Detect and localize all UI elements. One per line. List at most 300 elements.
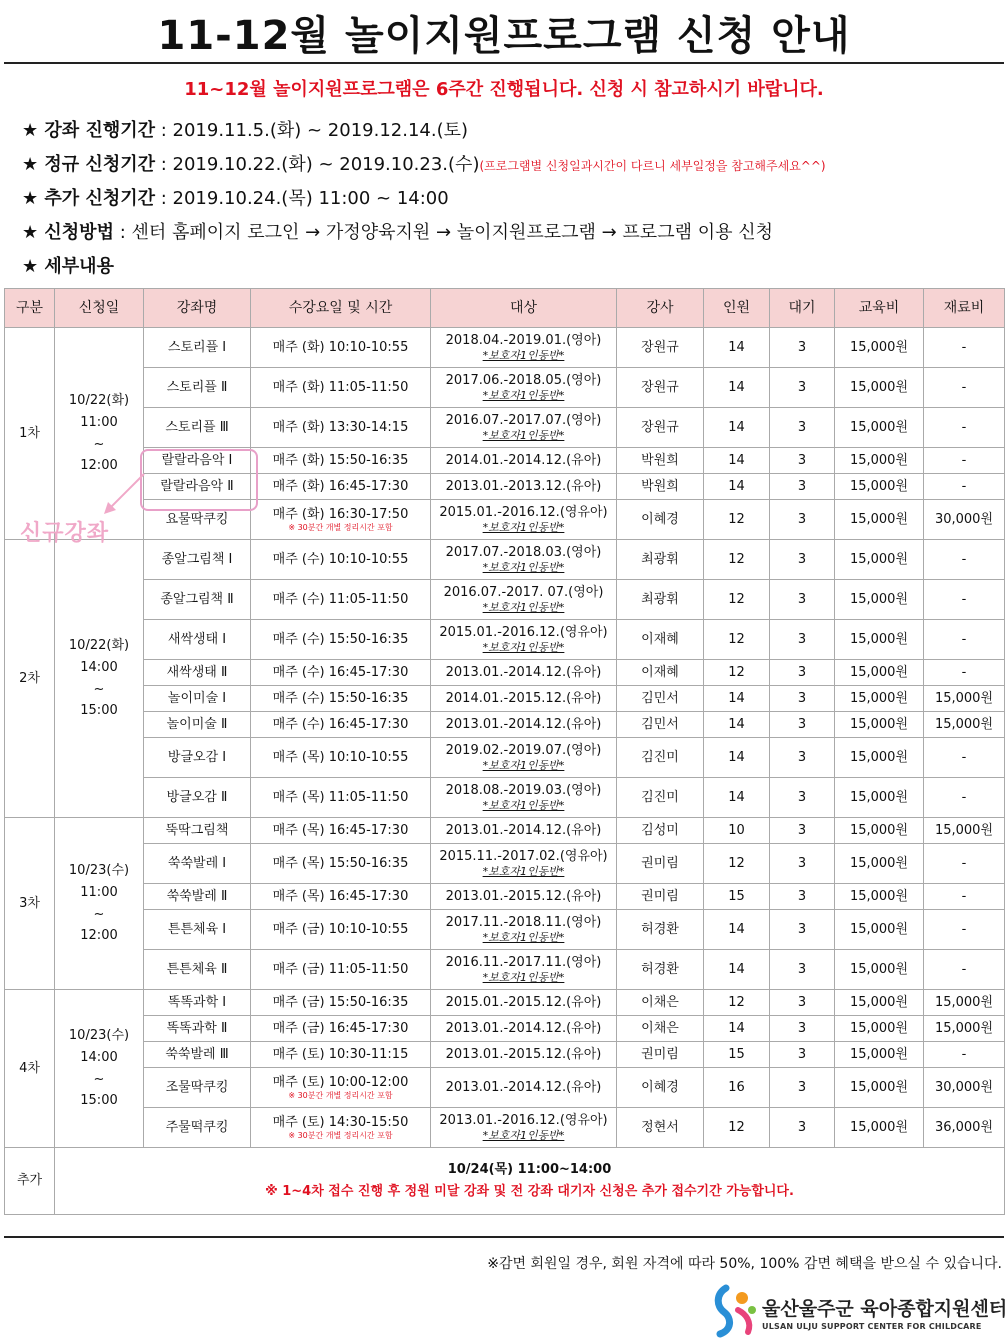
material-cell: 15,000원 [924, 818, 1005, 844]
target-range: 2016.07.-2017.07.(영아) [445, 413, 602, 429]
target-guardian-note: *보호자1인동반* [482, 428, 565, 442]
target-cell [431, 660, 617, 686]
apply-date-cell [55, 990, 144, 1148]
material-cell: - [924, 1042, 1005, 1068]
header-course: 강좌명 [144, 289, 251, 328]
target-cell [431, 328, 617, 368]
course-time: 매주 (화) 13:30-14:15 [272, 419, 409, 435]
center-logo [712, 1284, 1008, 1344]
material-cell: - [924, 408, 1005, 448]
target-range: 2017.06.-2018.05.(영아) [445, 373, 602, 389]
target-cell [431, 844, 617, 884]
target-cell [431, 1016, 617, 1042]
course-time: 매주 (금) 16:45-17:30 [272, 1020, 409, 1036]
waitlist-cell: 3 [770, 1042, 835, 1068]
apply-date-cell [55, 818, 144, 990]
capacity-cell: 14 [704, 474, 770, 500]
teacher-cell: 정현서 [617, 1108, 704, 1148]
course-time: 매주 (화) 16:45-17:30 [272, 478, 409, 494]
fee-cell: 15,000원 [835, 712, 924, 738]
target-range: 2015.01.-2016.12.(영유아) [439, 625, 608, 641]
target-cell [431, 990, 617, 1016]
course-time-cell [251, 738, 431, 778]
new-course-arrow [100, 470, 150, 520]
course-time-cell [251, 818, 431, 844]
target-range: 2016.07.-2017. 07.(영아) [443, 585, 604, 601]
table-row [5, 950, 1005, 990]
table-row [5, 1108, 1005, 1148]
course-name: 쑥쑥발레 Ⅰ [144, 844, 251, 884]
material-cell: - [924, 620, 1005, 660]
apply-date-time-start: 14:00 [80, 1049, 118, 1065]
fee-cell: 15,000원 [835, 738, 924, 778]
target-cell [431, 1108, 617, 1148]
fee-cell: 15,000원 [835, 660, 924, 686]
material-cell: 30,000원 [924, 500, 1005, 540]
teacher-cell: 박원희 [617, 448, 704, 474]
course-name: 방글오감 Ⅱ [144, 778, 251, 818]
course-name: 튼튼체육 Ⅱ [144, 950, 251, 990]
table-row [5, 686, 1005, 712]
info-details [22, 252, 114, 278]
fee-cell: 15,000원 [835, 448, 924, 474]
capacity-cell: 14 [704, 950, 770, 990]
teacher-cell: 최광휘 [617, 580, 704, 620]
material-cell: - [924, 474, 1005, 500]
course-time-cell [251, 328, 431, 368]
info-period-label: ★ 강좌 진행기간 [22, 120, 155, 141]
header-fee: 교육비 [835, 289, 924, 328]
info-period-value: : 2019.11.5.(화) ~ 2019.12.14.(토) [155, 120, 469, 141]
teacher-cell: 허경환 [617, 950, 704, 990]
capacity-cell: 14 [704, 712, 770, 738]
course-name: 랄랄라음악 Ⅰ [144, 448, 251, 474]
apply-date-time-end: 15:00 [80, 703, 118, 719]
waitlist-cell: 3 [770, 844, 835, 884]
course-time: 매주 (수) 16:45-17:30 [272, 664, 409, 680]
capacity-cell: 12 [704, 580, 770, 620]
target-guardian-note: *보호자1인동반* [482, 560, 565, 574]
fee-cell: 15,000원 [835, 818, 924, 844]
course-time-cell [251, 1016, 431, 1042]
info-regular-label: ★ 정규 신청기간 [22, 154, 155, 175]
material-cell: - [924, 580, 1005, 620]
teacher-cell: 이채은 [617, 990, 704, 1016]
capacity-cell: 12 [704, 660, 770, 686]
apply-date-tilde: ~ [93, 906, 105, 922]
table-row [5, 408, 1005, 448]
target-guardian-note: *보호자1인동반* [482, 798, 565, 812]
header-target: 대상 [431, 289, 617, 328]
waitlist-cell: 3 [770, 778, 835, 818]
material-cell: 30,000원 [924, 1068, 1005, 1108]
round-cell: 4차 [5, 990, 55, 1148]
target-range: 2017.11.-2018.11.(영아) [445, 915, 602, 931]
apply-date-tilde: ~ [93, 1071, 105, 1087]
fee-cell: 15,000원 [835, 474, 924, 500]
apply-date-tilde: ~ [93, 681, 105, 697]
course-name: 새싹생태 Ⅱ [144, 660, 251, 686]
course-time: 매주 (수) 16:45-17:30 [272, 716, 409, 732]
apply-date-time-end: 12:00 [80, 928, 118, 944]
fee-cell: 15,000원 [835, 620, 924, 660]
material-cell: - [924, 540, 1005, 580]
course-time: 매주 (금) 15:50-16:35 [272, 994, 409, 1010]
capacity-cell: 14 [704, 408, 770, 448]
info-extra-value: : 2019.10.24.(목) 11:00 ~ 14:00 [155, 188, 449, 209]
target-range: 2013.01.-2014.12.(유아) [445, 1020, 602, 1036]
extra-label: 추가 [5, 1148, 55, 1215]
course-time-cell [251, 580, 431, 620]
capacity-cell: 12 [704, 540, 770, 580]
fee-cell: 15,000원 [835, 686, 924, 712]
header-round: 구분 [5, 289, 55, 328]
capacity-cell: 14 [704, 328, 770, 368]
capacity-cell: 12 [704, 500, 770, 540]
course-time-cell [251, 910, 431, 950]
target-cell [431, 368, 617, 408]
course-time-note: ※ 30분간 개별 정리시간 포함 [288, 1090, 393, 1100]
target-range: 2013.01.-2015.12.(유아) [445, 888, 602, 904]
extra-note: ※ 1~4차 접수 진행 후 정원 미달 강좌 및 전 강좌 대기자 신청은 추가 접수기간 가능합니다. [265, 1184, 794, 1199]
page-title: 11-12월 놀이지원프로그램 신청 안내 [157, 13, 851, 59]
target-range: 2014.01.-2014.12.(유아) [445, 452, 602, 468]
table-row [5, 778, 1005, 818]
teacher-cell: 이혜경 [617, 1068, 704, 1108]
target-cell [431, 712, 617, 738]
course-name: 요물딱쿠킹 [144, 500, 251, 540]
waitlist-cell: 3 [770, 1108, 835, 1148]
course-time-cell [251, 1042, 431, 1068]
fee-cell: 15,000원 [835, 368, 924, 408]
table-row [5, 328, 1005, 368]
fee-cell: 15,000원 [835, 884, 924, 910]
course-name: 주물떡쿠킹 [144, 1108, 251, 1148]
teacher-cell: 박원희 [617, 474, 704, 500]
header-capacity: 인원 [704, 289, 770, 328]
course-name: 스토리플 Ⅲ [144, 408, 251, 448]
target-guardian-note: *보호자1인동반* [482, 348, 565, 362]
course-time: 매주 (화) 10:10-10:55 [272, 339, 409, 355]
header-date: 신청일 [55, 289, 144, 328]
target-cell [431, 408, 617, 448]
waitlist-cell: 3 [770, 328, 835, 368]
target-range: 2013.01.-2014.12.(유아) [445, 1079, 602, 1095]
course-name: 스토리플 Ⅰ [144, 328, 251, 368]
course-time-cell [251, 686, 431, 712]
course-time: 매주 (화) 11:05-11:50 [272, 379, 409, 395]
round-cell: 2차 [5, 540, 55, 818]
info-method [22, 218, 773, 244]
target-guardian-note: *보호자1인동반* [482, 864, 565, 878]
target-range: 2014.01.-2015.12.(유아) [445, 690, 602, 706]
target-guardian-note: *보호자1인동반* [482, 758, 565, 772]
course-time: 매주 (목) 11:05-11:50 [272, 789, 409, 805]
waitlist-cell: 3 [770, 884, 835, 910]
capacity-cell: 14 [704, 910, 770, 950]
fee-cell: 15,000원 [835, 1068, 924, 1108]
fee-cell: 15,000원 [835, 580, 924, 620]
course-name: 똑똑과학 Ⅱ [144, 1016, 251, 1042]
apply-date-date: 10/23(수) [68, 863, 130, 879]
new-course-highlight [140, 449, 258, 511]
header-teacher: 강사 [617, 289, 704, 328]
course-time: 매주 (금) 10:10-10:55 [272, 921, 409, 937]
teacher-cell: 장원규 [617, 368, 704, 408]
waitlist-cell: 3 [770, 448, 835, 474]
course-name: 스토리플 Ⅱ [144, 368, 251, 408]
fee-cell: 15,000원 [835, 1042, 924, 1068]
waitlist-cell: 3 [770, 910, 835, 950]
material-cell: - [924, 448, 1005, 474]
target-range: 2013.01.-2014.12.(유아) [445, 822, 602, 838]
table-row [5, 368, 1005, 408]
target-cell [431, 474, 617, 500]
info-extra-label: ★ 추가 신청기간 [22, 188, 155, 209]
target-cell [431, 448, 617, 474]
info-extra [22, 184, 449, 210]
apply-date-date: 10/22(화) [68, 638, 130, 654]
table-row [5, 540, 1005, 580]
fee-cell: 15,000원 [835, 950, 924, 990]
capacity-cell: 16 [704, 1068, 770, 1108]
title-divider [4, 62, 1004, 64]
subtitle-notice: 11~12월 놀이지원프로그램은 6주간 진행됩니다. 신청 시 참고하시기 바랍니다. [184, 79, 824, 100]
fee-cell: 15,000원 [835, 990, 924, 1016]
table-row [5, 910, 1005, 950]
course-time: 매주 (수) 15:50-16:35 [272, 690, 409, 706]
target-range: 2015.01.-2015.12.(유아) [445, 994, 602, 1010]
target-range: 2017.07.-2018.03.(영아) [445, 545, 602, 561]
waitlist-cell: 3 [770, 712, 835, 738]
teacher-cell: 권미림 [617, 1042, 704, 1068]
apply-date-time-start: 11:00 [80, 414, 118, 430]
target-cell [431, 620, 617, 660]
teacher-cell: 이재혜 [617, 660, 704, 686]
course-time-cell [251, 778, 431, 818]
extra-row [5, 1148, 1005, 1215]
material-cell: - [924, 738, 1005, 778]
target-guardian-note: *보호자1인동반* [482, 600, 565, 614]
course-time: 매주 (목) 10:10-10:55 [272, 749, 409, 765]
center-logo-name: 울산울주군 육아종합지원센터 [762, 1298, 1008, 1320]
teacher-cell: 김민서 [617, 686, 704, 712]
course-time-cell [251, 620, 431, 660]
target-cell [431, 500, 617, 540]
header-waitlist: 대기 [770, 289, 835, 328]
course-name: 새싹생태 Ⅰ [144, 620, 251, 660]
target-guardian-note: *보호자1인동반* [482, 1128, 565, 1142]
teacher-cell: 최광휘 [617, 540, 704, 580]
course-time-cell [251, 500, 431, 540]
bottom-divider [4, 1236, 1004, 1238]
waitlist-cell: 3 [770, 474, 835, 500]
material-cell: 15,000원 [924, 1016, 1005, 1042]
course-time-cell [251, 712, 431, 738]
target-cell [431, 910, 617, 950]
material-cell: 15,000원 [924, 990, 1005, 1016]
capacity-cell: 14 [704, 686, 770, 712]
table-row [5, 990, 1005, 1016]
target-guardian-note: *보호자1인동반* [482, 388, 565, 402]
teacher-cell: 이재혜 [617, 620, 704, 660]
info-details-label: ★ 세부내용 [22, 256, 114, 277]
waitlist-cell: 3 [770, 990, 835, 1016]
target-guardian-note: *보호자1인동반* [482, 930, 565, 944]
table-row [5, 1042, 1005, 1068]
target-cell [431, 540, 617, 580]
course-time-note: ※ 30분간 개별 정리시간 포함 [288, 1130, 393, 1140]
new-course-label: 신규강좌 [20, 521, 110, 546]
teacher-cell: 권미림 [617, 884, 704, 910]
teacher-cell: 장원규 [617, 408, 704, 448]
capacity-cell: 12 [704, 844, 770, 884]
target-cell [431, 738, 617, 778]
course-time-cell [251, 990, 431, 1016]
waitlist-cell: 3 [770, 738, 835, 778]
table-row [5, 620, 1005, 660]
round-cell: 3차 [5, 818, 55, 990]
apply-date-date: 10/23(수) [68, 1028, 130, 1044]
table-row [5, 738, 1005, 778]
target-range: 2015.01.-2016.12.(영유아) [439, 505, 608, 521]
target-cell [431, 686, 617, 712]
teacher-cell: 김성미 [617, 818, 704, 844]
course-time: 매주 (수) 15:50-16:35 [272, 631, 409, 647]
waitlist-cell: 3 [770, 1068, 835, 1108]
teacher-cell: 장원규 [617, 328, 704, 368]
target-cell [431, 884, 617, 910]
capacity-cell: 14 [704, 778, 770, 818]
waitlist-cell: 3 [770, 686, 835, 712]
discount-footnote: ※감면 회원일 경우, 회원 자격에 따라 50%, 100% 감면 혜택을 받으실 수 있습니다. [487, 1256, 1002, 1272]
teacher-cell: 김진미 [617, 778, 704, 818]
course-time: 매주 (금) 11:05-11:50 [272, 961, 409, 977]
table-header-row [5, 289, 1005, 328]
center-logo-icon [712, 1284, 758, 1338]
target-cell [431, 950, 617, 990]
waitlist-cell: 3 [770, 368, 835, 408]
course-time-cell [251, 1068, 431, 1108]
fee-cell: 15,000원 [835, 328, 924, 368]
table-row [5, 884, 1005, 910]
capacity-cell: 10 [704, 818, 770, 844]
material-cell: - [924, 910, 1005, 950]
teacher-cell: 이채은 [617, 1016, 704, 1042]
capacity-cell: 15 [704, 884, 770, 910]
course-time-cell [251, 448, 431, 474]
course-name: 랄랄라음악 Ⅱ [144, 474, 251, 500]
fee-cell: 15,000원 [835, 844, 924, 884]
course-time-cell [251, 884, 431, 910]
course-time-cell [251, 950, 431, 990]
capacity-cell: 14 [704, 448, 770, 474]
course-name: 종알그림책 Ⅰ [144, 540, 251, 580]
course-time-cell [251, 540, 431, 580]
course-name: 방글오감 Ⅰ [144, 738, 251, 778]
extra-time: 10/24(목) 11:00~14:00 [447, 1162, 612, 1178]
target-cell [431, 1068, 617, 1108]
course-time: 매주 (목) 15:50-16:35 [272, 855, 409, 871]
capacity-cell: 14 [704, 1016, 770, 1042]
material-cell: - [924, 884, 1005, 910]
header-time: 수강요일 및 시간 [251, 289, 431, 328]
course-time-cell [251, 1108, 431, 1148]
center-logo-subtitle: ULSAN ULJU SUPPORT CENTER FOR CHILDCARE [762, 1322, 982, 1331]
target-cell [431, 778, 617, 818]
teacher-cell: 김민서 [617, 712, 704, 738]
teacher-cell: 김진미 [617, 738, 704, 778]
target-cell [431, 818, 617, 844]
target-cell [431, 580, 617, 620]
material-cell: 15,000원 [924, 686, 1005, 712]
course-time: 매주 (수) 10:10-10:55 [272, 551, 409, 567]
target-cell [431, 1042, 617, 1068]
material-cell: - [924, 660, 1005, 686]
course-time-cell [251, 660, 431, 686]
target-range: 2018.08.-2019.03.(영아) [445, 783, 602, 799]
waitlist-cell: 3 [770, 540, 835, 580]
material-cell: - [924, 368, 1005, 408]
course-time: 매주 (수) 11:05-11:50 [272, 591, 409, 607]
course-time: 매주 (목) 16:45-17:30 [272, 888, 409, 904]
fee-cell: 15,000원 [835, 540, 924, 580]
apply-date-time-end: 12:00 [80, 458, 118, 474]
teacher-cell: 허경환 [617, 910, 704, 950]
capacity-cell: 14 [704, 738, 770, 778]
course-time: 매주 (토) 14:30-15:50 [272, 1114, 409, 1130]
capacity-cell: 12 [704, 990, 770, 1016]
teacher-cell: 이혜경 [617, 500, 704, 540]
course-time: 매주 (토) 10:00-12:00 [272, 1074, 409, 1090]
course-time: 매주 (화) 16:30-17:50 [272, 506, 409, 522]
target-range: 2013.01.-2016.12.(영유아) [439, 1113, 608, 1129]
course-name: 놀이미술 Ⅱ [144, 712, 251, 738]
header-material: 재료비 [924, 289, 1005, 328]
waitlist-cell: 3 [770, 500, 835, 540]
fee-cell: 15,000원 [835, 910, 924, 950]
course-name: 종알그림책 Ⅱ [144, 580, 251, 620]
course-time-cell [251, 368, 431, 408]
target-guardian-note: *보호자1인동반* [482, 970, 565, 984]
capacity-cell: 14 [704, 368, 770, 408]
waitlist-cell: 3 [770, 950, 835, 990]
apply-date-time-start: 11:00 [80, 884, 118, 900]
schedule-table [4, 288, 1005, 1215]
target-guardian-note: *보호자1인동반* [482, 520, 565, 534]
course-name: 뚝딱그림책 [144, 818, 251, 844]
info-regular-note: (프로그램별 신청일과시간이 다르니 세부일정을 참고해주세요^^) [479, 159, 826, 173]
course-time-note: ※ 30분간 개별 정리시간 포함 [288, 522, 393, 532]
table-row [5, 1068, 1005, 1108]
material-cell: - [924, 778, 1005, 818]
capacity-cell: 12 [704, 620, 770, 660]
apply-date-time-start: 14:00 [80, 659, 118, 675]
table-row [5, 712, 1005, 738]
course-time: 매주 (토) 10:30-11:15 [272, 1046, 409, 1062]
target-range: 2018.04.-2019.01.(영아) [445, 333, 602, 349]
course-name: 쑥쑥발레 Ⅲ [144, 1042, 251, 1068]
target-range: 2019.02.-2019.07.(영아) [445, 743, 602, 759]
course-time-cell [251, 474, 431, 500]
apply-date-tilde: ~ [93, 436, 105, 452]
material-cell: - [924, 844, 1005, 884]
fee-cell: 15,000원 [835, 1108, 924, 1148]
target-range: 2013.01.-2013.12.(유아) [445, 478, 602, 494]
table-row [5, 818, 1005, 844]
round-cell: 1차 [5, 328, 55, 540]
waitlist-cell: 3 [770, 408, 835, 448]
